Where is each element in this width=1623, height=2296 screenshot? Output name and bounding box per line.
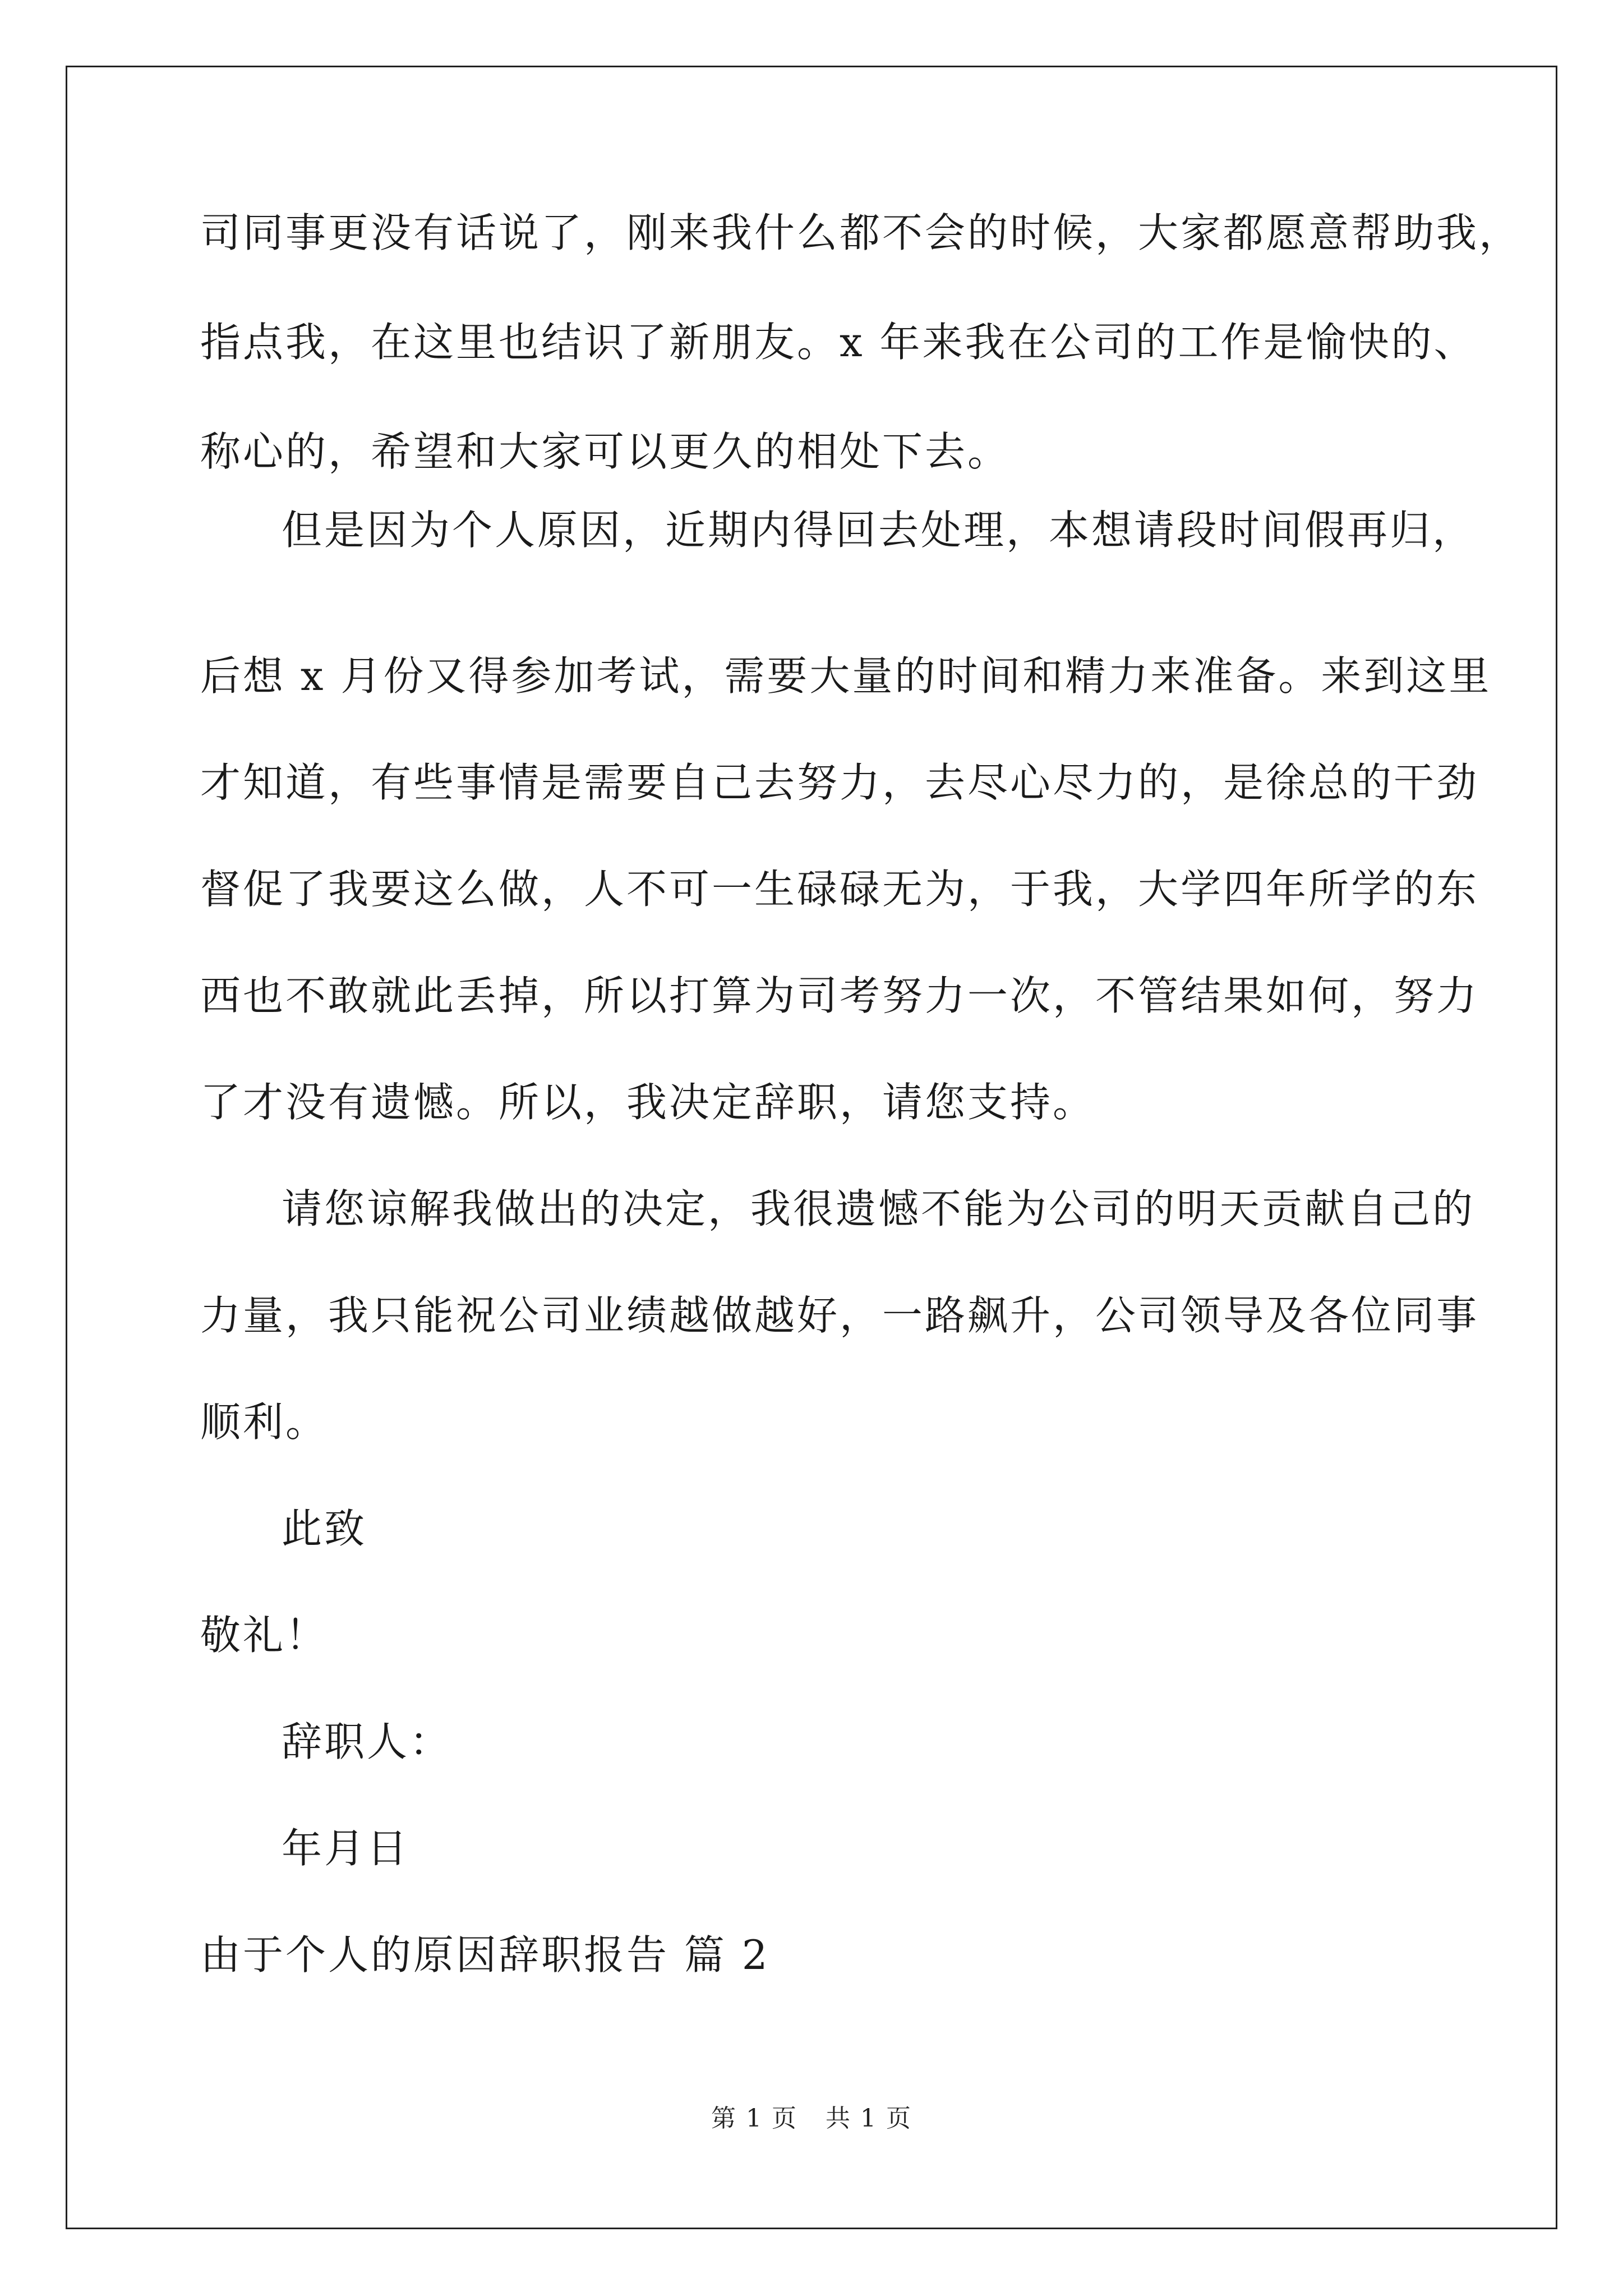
date-label: 年月日 bbox=[282, 1825, 410, 1872]
text-line: 请您谅解我做出的决定，我很遗憾不能为公司的明天贡献自己的 bbox=[282, 1185, 1476, 1232]
page-frame bbox=[66, 66, 1557, 2229]
text-line: 顺利。 bbox=[200, 1398, 329, 1446]
section-heading: 由于个人的原因辞职报告 篇 2 bbox=[200, 1931, 770, 1978]
closing-respect: 敬礼！ bbox=[200, 1612, 329, 1659]
text-line: 但是因为个人原因，近期内得回去处理，本想请段时间假再归， bbox=[282, 507, 1476, 554]
text-line: 才知道，有些事情是需要自己去努力，去尽心尽力的，是徐总的干劲 bbox=[200, 759, 1479, 806]
text-line: 司同事更没有话说了，刚来我什么都不会的时候，大家都愿意帮助我， bbox=[200, 209, 1522, 256]
signature-label: 辞职人： bbox=[282, 1718, 453, 1765]
text-line: 西也不敢就此丢掉，所以打算为司考努力一次，不管结果如何，努力 bbox=[200, 972, 1479, 1019]
text-line: 督促了我要这么做，人不可一生碌碌无为，于我，大学四年所学的东 bbox=[200, 866, 1479, 913]
closing-salutation: 此致 bbox=[282, 1505, 367, 1552]
page-total: 共 1 页 bbox=[826, 2104, 912, 2133]
page-current: 第 1 页 bbox=[711, 2104, 797, 2133]
page-footer bbox=[0, 2098, 1623, 2134]
text-line: 指点我，在这里也结识了新朋友。x 年来我在公司的工作是愉快的、 bbox=[200, 319, 1477, 366]
text-line: 后想 x 月份又得参加考试，需要大量的时间和精力来准备。来到这里 bbox=[200, 652, 1492, 700]
text-line: 力量，我只能祝公司业绩越做越好，一路飙升，公司领导及各位同事 bbox=[200, 1292, 1479, 1339]
text-line: 称心的，希望和大家可以更久的相处下去。 bbox=[200, 428, 1011, 475]
text-line: 了才没有遗憾。所以，我决定辞职，请您支持。 bbox=[200, 1079, 1096, 1126]
